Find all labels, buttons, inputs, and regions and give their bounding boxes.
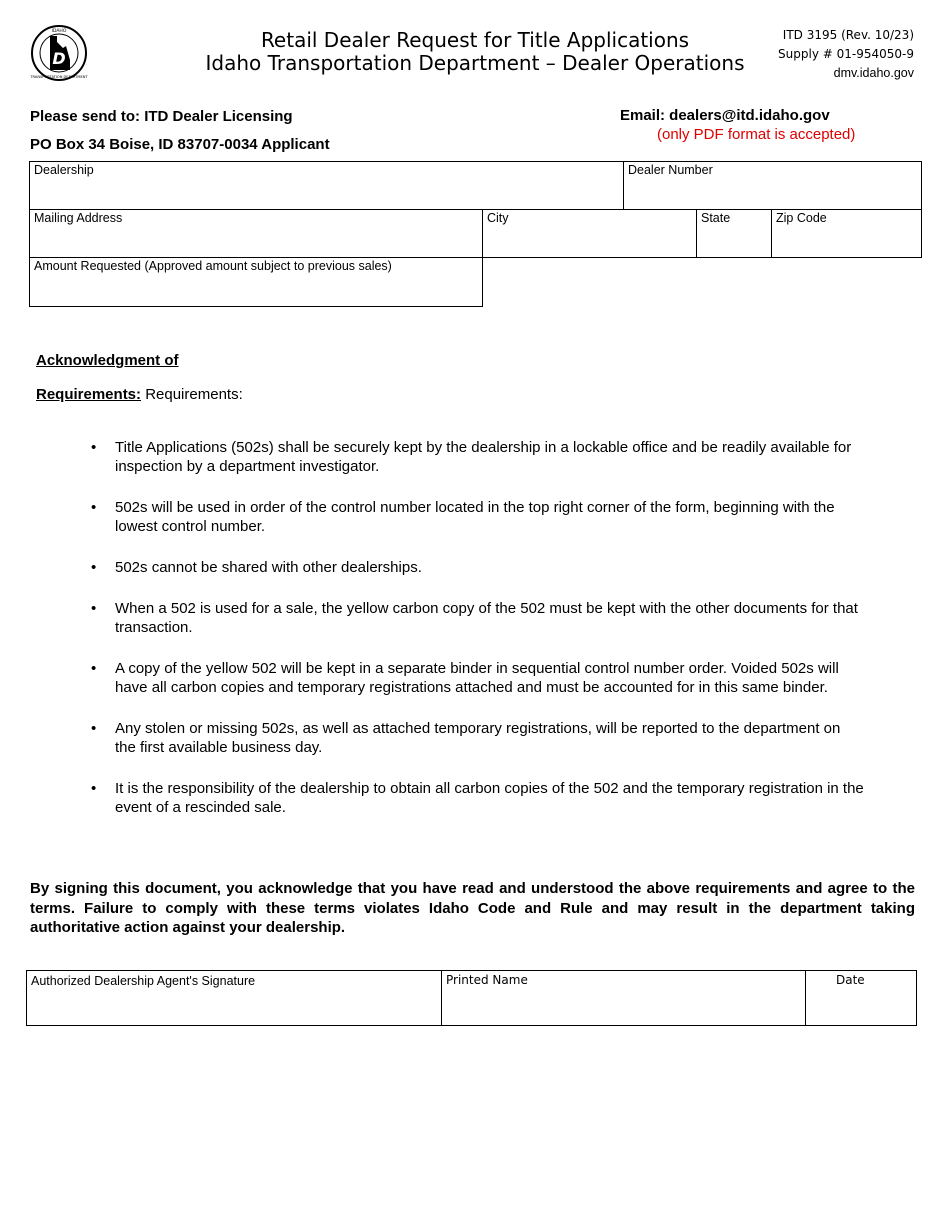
logo-letter: D (52, 49, 66, 68)
city-input[interactable] (483, 228, 696, 257)
list-item-text: 502s will be used in order of the control number located in the top right corner of the form, beginning with the lowest control number. (115, 499, 835, 535)
requirements-heading-label: Requirements: (36, 386, 142, 403)
dealership-field[interactable] (29, 161, 624, 210)
send-to-line1: Please send to: ITD Dealer Licensing (30, 108, 293, 125)
list-item-text: 502s cannot be shared with other dealerships. (115, 559, 422, 576)
mailing-address-label: Mailing Address (34, 211, 123, 225)
bullet-icon: • (91, 439, 97, 456)
state-input[interactable] (697, 228, 771, 257)
email-note: (only PDF format is accepted) (657, 126, 856, 143)
list-item (91, 498, 865, 536)
printed-name-input[interactable] (442, 989, 805, 1025)
city-field[interactable] (482, 209, 697, 258)
list-item-text: Title Applications (502s) shall be securely kept by the dealership in a lockable office and be readily available for inspection by a department investigator. (115, 439, 852, 475)
dealer-number-input[interactable] (624, 180, 921, 209)
supply-number: Supply # 01-954050-9 (778, 47, 914, 61)
zip-label: Zip Code (776, 211, 827, 225)
amount-requested-field[interactable] (29, 257, 483, 307)
acknowledgment-statement: By signing this document, you acknowledge that you have read and understood the above requirements and agree to the terms. Failure to comply with these terms violates Idaho Code and Rule and may result in the department taking authoritative action against your dealership. (30, 880, 915, 936)
list-item (91, 558, 865, 577)
list-item (91, 659, 865, 697)
state-label: State (701, 211, 731, 225)
bullet-icon: • (91, 499, 97, 516)
list-item-text: It is the responsibility of the dealership to obtain all carbon copies of the 502 and the temporary registration in the event of a rescinded sale. (115, 780, 864, 816)
date-input[interactable] (806, 989, 916, 1025)
list-item (91, 719, 865, 757)
list-item-text: When a 502 is used for a sale, the yellow carbon copy of the 502 must be kept with the other documents for that transaction. (115, 600, 858, 636)
dealer-number-field[interactable] (623, 161, 922, 210)
bullet-icon: • (91, 660, 97, 677)
dealer-number-label: Dealer Number (628, 163, 713, 177)
list-item (91, 438, 865, 476)
logo-top-text: IDAHO (51, 29, 67, 34)
website: dmv.idaho.gov (833, 66, 914, 80)
bullet-icon: • (91, 780, 97, 797)
mailing-address-field[interactable] (29, 209, 483, 258)
printed-name-field[interactable] (441, 970, 806, 1026)
form-title: Retail Dealer Request for Title Applications (260, 28, 690, 52)
dealership-input[interactable] (30, 180, 623, 209)
zip-field[interactable] (771, 209, 922, 258)
email-line[interactable]: Email: dealers@itd.idaho.gov (620, 107, 830, 124)
dealership-label: Dealership (34, 163, 94, 177)
requirements-heading-tail: Requirements: (141, 386, 243, 403)
form-identifiers (778, 26, 914, 83)
form-number: ITD 3195 (Rev. 10/23) (782, 28, 914, 42)
list-item (91, 599, 865, 637)
bullet-icon: • (91, 600, 97, 617)
requirements-heading (36, 386, 243, 403)
list-item-text: Any stolen or missing 502s, as well as attached temporary registrations, will be reported to the department on the first available business day. (115, 720, 841, 756)
bullet-icon: • (91, 720, 97, 737)
state-field[interactable] (696, 209, 772, 258)
list-item-text: A copy of the yellow 502 will be kept in a separate binder in sequential control number order. Voided 502s will have all carbon copies and temporary registrations attached and must be accounted for in this same binder. (115, 660, 839, 696)
amount-requested-label: Amount Requested (Approved amount subject to previous sales) (34, 259, 392, 273)
requirements-list (91, 438, 865, 839)
signature-input[interactable] (27, 989, 441, 1025)
ack-heading: Acknowledgment of (36, 352, 179, 369)
city-label: City (487, 211, 509, 225)
signature-label: Authorized Dealership Agent's Signature (31, 974, 256, 988)
list-item (91, 779, 865, 817)
printed-name-label: Printed Name (446, 973, 528, 987)
bullet-icon: • (91, 559, 97, 576)
itd-logo (30, 24, 88, 82)
mailing-address-input[interactable] (30, 228, 482, 257)
date-field[interactable] (805, 970, 917, 1026)
amount-requested-input[interactable] (30, 276, 482, 306)
send-to-line2: PO Box 34 Boise, ID 83707-0034 Applicant (30, 136, 330, 153)
date-label: Date (836, 973, 865, 987)
signature-field[interactable] (26, 970, 442, 1026)
zip-input[interactable] (772, 228, 921, 257)
logo-ring-text: TRANSPORTATION DEPARTMENT (30, 75, 88, 79)
form-subtitle: Idaho Transportation Department – Dealer Operations (205, 51, 745, 75)
